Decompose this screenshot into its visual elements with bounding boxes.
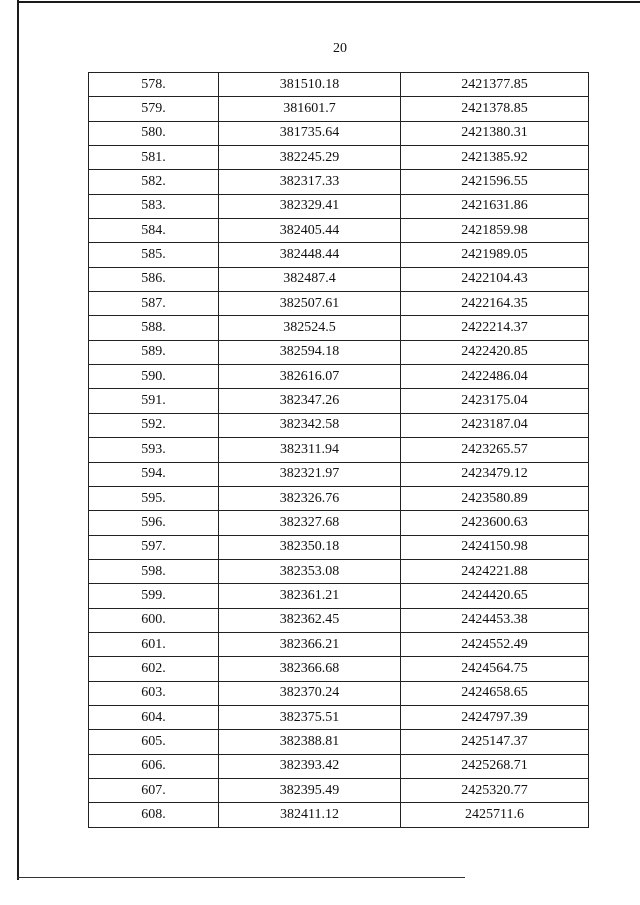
table-row [89, 705, 589, 729]
y-coordinate-cell: 2424658.65 [401, 681, 589, 705]
y-coordinate-cell: 2422486.04 [401, 365, 589, 389]
x-coordinate-cell: 382487.4 [219, 267, 401, 291]
table-row [89, 730, 589, 754]
x-coordinate-cell: 382388.81 [219, 730, 401, 754]
table-row [89, 146, 589, 170]
point-number-cell: 579. [89, 97, 219, 121]
table-row [89, 778, 589, 802]
table-row [89, 511, 589, 535]
table-row [89, 754, 589, 778]
table-row [89, 681, 589, 705]
y-coordinate-cell: 2424552.49 [401, 632, 589, 656]
table-row [89, 219, 589, 243]
table-row [89, 559, 589, 583]
y-coordinate-cell: 2421385.92 [401, 146, 589, 170]
point-number-cell: 605. [89, 730, 219, 754]
point-number-cell: 592. [89, 413, 219, 437]
x-coordinate-cell: 382327.68 [219, 511, 401, 535]
table-row [89, 584, 589, 608]
table-row [89, 73, 589, 97]
x-coordinate-cell: 382311.94 [219, 438, 401, 462]
point-number-cell: 582. [89, 170, 219, 194]
point-number-cell: 588. [89, 316, 219, 340]
table-row [89, 316, 589, 340]
scan-border-left [17, 0, 19, 880]
table-row [89, 462, 589, 486]
y-coordinate-cell: 2421596.55 [401, 170, 589, 194]
y-coordinate-cell: 2424221.88 [401, 559, 589, 583]
point-number-cell: 599. [89, 584, 219, 608]
y-coordinate-cell: 2424564.75 [401, 657, 589, 681]
point-number-cell: 603. [89, 681, 219, 705]
point-number-cell: 578. [89, 73, 219, 97]
x-coordinate-cell: 382448.44 [219, 243, 401, 267]
x-coordinate-cell: 382326.76 [219, 486, 401, 510]
y-coordinate-cell: 2423600.63 [401, 511, 589, 535]
table-row [89, 340, 589, 364]
footer-rule [17, 877, 465, 878]
y-coordinate-cell: 2424453.38 [401, 608, 589, 632]
scan-border-top [17, 1, 640, 3]
y-coordinate-cell: 2421380.31 [401, 121, 589, 145]
x-coordinate-cell: 382393.42 [219, 754, 401, 778]
point-number-cell: 600. [89, 608, 219, 632]
x-coordinate-cell: 382366.21 [219, 632, 401, 656]
x-coordinate-cell: 382317.33 [219, 170, 401, 194]
y-coordinate-cell: 2421377.85 [401, 73, 589, 97]
x-coordinate-cell: 382395.49 [219, 778, 401, 802]
y-coordinate-cell: 2421378.85 [401, 97, 589, 121]
y-coordinate-cell: 2423265.57 [401, 438, 589, 462]
table-row [89, 486, 589, 510]
y-coordinate-cell: 2422214.37 [401, 316, 589, 340]
y-coordinate-cell: 2423580.89 [401, 486, 589, 510]
point-number-cell: 591. [89, 389, 219, 413]
y-coordinate-cell: 2424797.39 [401, 705, 589, 729]
point-number-cell: 593. [89, 438, 219, 462]
y-coordinate-cell: 2422104.43 [401, 267, 589, 291]
y-coordinate-cell: 2425268.71 [401, 754, 589, 778]
x-coordinate-cell: 382411.12 [219, 803, 401, 827]
point-number-cell: 597. [89, 535, 219, 559]
y-coordinate-cell: 2425320.77 [401, 778, 589, 802]
x-coordinate-cell: 382361.21 [219, 584, 401, 608]
table-row [89, 97, 589, 121]
table-row [89, 413, 589, 437]
point-number-cell: 601. [89, 632, 219, 656]
point-number-cell: 587. [89, 292, 219, 316]
y-coordinate-cell: 2425711.6 [401, 803, 589, 827]
point-number-cell: 594. [89, 462, 219, 486]
x-coordinate-cell: 382405.44 [219, 219, 401, 243]
point-number-cell: 589. [89, 340, 219, 364]
x-coordinate-cell: 382370.24 [219, 681, 401, 705]
point-number-cell: 598. [89, 559, 219, 583]
x-coordinate-cell: 382375.51 [219, 705, 401, 729]
coordinates-table-body [89, 73, 589, 828]
y-coordinate-cell: 2421859.98 [401, 219, 589, 243]
point-number-cell: 596. [89, 511, 219, 535]
x-coordinate-cell: 382353.08 [219, 559, 401, 583]
y-coordinate-cell: 2422164.35 [401, 292, 589, 316]
point-number-cell: 604. [89, 705, 219, 729]
x-coordinate-cell: 381735.64 [219, 121, 401, 145]
x-coordinate-cell: 382362.45 [219, 608, 401, 632]
point-number-cell: 580. [89, 121, 219, 145]
y-coordinate-cell: 2421631.86 [401, 194, 589, 218]
x-coordinate-cell: 382594.18 [219, 340, 401, 364]
y-coordinate-cell: 2424420.65 [401, 584, 589, 608]
table-row [89, 292, 589, 316]
table-row [89, 170, 589, 194]
point-number-cell: 586. [89, 267, 219, 291]
x-coordinate-cell: 382366.68 [219, 657, 401, 681]
x-coordinate-cell: 382321.97 [219, 462, 401, 486]
x-coordinate-cell: 382347.26 [219, 389, 401, 413]
y-coordinate-cell: 2421989.05 [401, 243, 589, 267]
point-number-cell: 581. [89, 146, 219, 170]
table-row [89, 632, 589, 656]
y-coordinate-cell: 2422420.85 [401, 340, 589, 364]
point-number-cell: 584. [89, 219, 219, 243]
x-coordinate-cell: 381510.18 [219, 73, 401, 97]
point-number-cell: 590. [89, 365, 219, 389]
coordinates-table [88, 72, 589, 828]
x-coordinate-cell: 382245.29 [219, 146, 401, 170]
table-row [89, 438, 589, 462]
y-coordinate-cell: 2424150.98 [401, 535, 589, 559]
y-coordinate-cell: 2425147.37 [401, 730, 589, 754]
y-coordinate-cell: 2423479.12 [401, 462, 589, 486]
point-number-cell: 585. [89, 243, 219, 267]
page-number: 20 [333, 41, 347, 56]
x-coordinate-cell: 381601.7 [219, 97, 401, 121]
x-coordinate-cell: 382342.58 [219, 413, 401, 437]
table-row [89, 608, 589, 632]
table-row [89, 194, 589, 218]
table-row [89, 365, 589, 389]
point-number-cell: 608. [89, 803, 219, 827]
table-row [89, 243, 589, 267]
point-number-cell: 583. [89, 194, 219, 218]
point-number-cell: 595. [89, 486, 219, 510]
x-coordinate-cell: 382350.18 [219, 535, 401, 559]
point-number-cell: 607. [89, 778, 219, 802]
table-row [89, 803, 589, 827]
table-row [89, 267, 589, 291]
x-coordinate-cell: 382507.61 [219, 292, 401, 316]
y-coordinate-cell: 2423175.04 [401, 389, 589, 413]
point-number-cell: 602. [89, 657, 219, 681]
y-coordinate-cell: 2423187.04 [401, 413, 589, 437]
table-row [89, 389, 589, 413]
table-row [89, 535, 589, 559]
point-number-cell: 606. [89, 754, 219, 778]
table-row [89, 657, 589, 681]
table-row [89, 121, 589, 145]
x-coordinate-cell: 382329.41 [219, 194, 401, 218]
x-coordinate-cell: 382616.07 [219, 365, 401, 389]
x-coordinate-cell: 382524.5 [219, 316, 401, 340]
